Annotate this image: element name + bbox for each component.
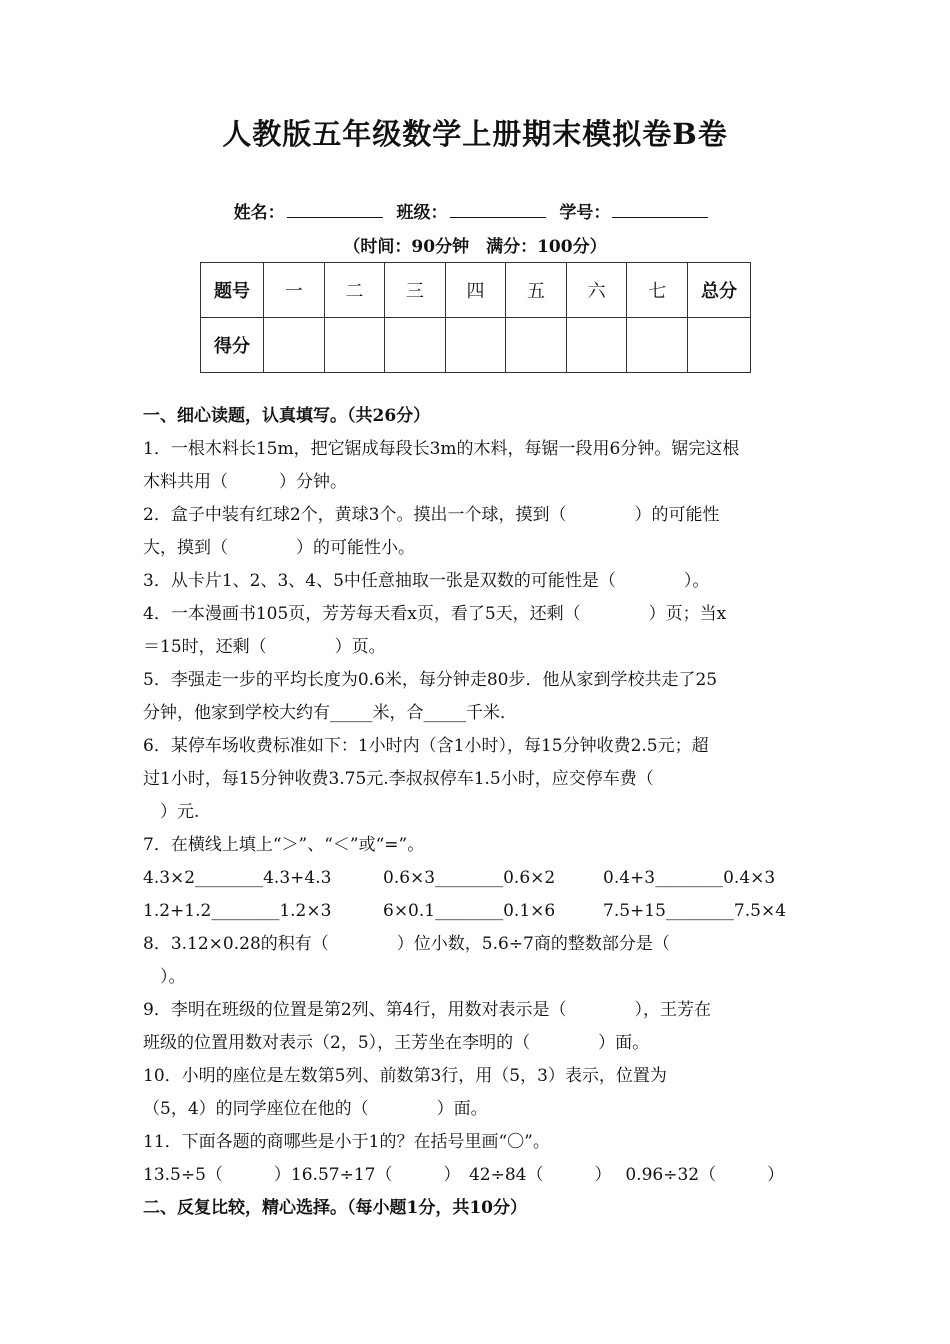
question-line: 1．一根木料长15m，把它锯成每段长3m的木料，每锯一段用6分钟。锯完这根 bbox=[143, 439, 740, 459]
question-line: 过1小时，每15分钟收费3.75元.李叔叔停车1.5小时，应交停车费（ bbox=[143, 769, 654, 789]
score-cell[interactable] bbox=[264, 318, 325, 373]
question-line: （5，4）的同学座位在他的（ ）面。 bbox=[143, 1099, 488, 1119]
id-label: 学号： bbox=[559, 203, 611, 223]
score-cell[interactable] bbox=[688, 318, 751, 373]
id-blank[interactable] bbox=[612, 203, 708, 218]
score-header-cell: 一 bbox=[264, 263, 325, 318]
score-cell[interactable] bbox=[566, 318, 627, 373]
score-cell[interactable] bbox=[627, 318, 688, 373]
section1-heading: 一、细心读题，认真填写。（共26分） bbox=[143, 406, 431, 426]
score-cell[interactable] bbox=[445, 318, 506, 373]
comparison-item: 6×0.1________0.1×6 bbox=[383, 901, 556, 921]
question-line: 9．李明在班级的位置是第2列、第4行，用数对表示是（ ），王芳在 bbox=[143, 1000, 711, 1020]
section2-heading: 二、反复比较，精心选择。（每小题1分，共10分） bbox=[143, 1198, 527, 1218]
question-line: 5．李强走一步的平均长度为0.6米，每分钟走80步．他从家到学校共走了25 bbox=[143, 670, 718, 690]
comparison-row bbox=[143, 862, 813, 895]
comparison-item: 4.3×2________4.3+4.3 bbox=[143, 868, 332, 888]
score-row-label: 得分 bbox=[201, 318, 264, 373]
question-line: ＝15时，还剩（ ）页。 bbox=[143, 637, 386, 657]
question-line: 2．盒子中装有红球2个，黄球3个。摸出一个球，摸到（ ）的可能性 bbox=[143, 505, 720, 525]
question-line: ）。 bbox=[143, 967, 186, 987]
score-table bbox=[200, 262, 751, 373]
time-score-line: （时间：90分钟 满分：100分） bbox=[343, 237, 607, 257]
score-header-cell: 五 bbox=[506, 263, 567, 318]
score-table-header-row bbox=[201, 263, 751, 318]
student-info bbox=[0, 198, 950, 223]
comparison-item: 0.4+3________0.4×3 bbox=[603, 868, 776, 888]
name-blank[interactable] bbox=[287, 203, 383, 218]
question-line: 11．下面各题的商哪些是小于1的？在括号里画“〇”。 bbox=[143, 1132, 550, 1152]
score-header-cell: 四 bbox=[445, 263, 506, 318]
question-line: 分钟，他家到学校大约有_____米，合_____千米． bbox=[143, 703, 517, 723]
question-line: 大，摸到（ ）的可能性小。 bbox=[143, 538, 415, 558]
score-cell[interactable] bbox=[506, 318, 567, 373]
exam-content bbox=[143, 400, 813, 1225]
comparison-item: 7.5+15________7.5×4 bbox=[603, 901, 787, 921]
question-line: 10．小明的座位是左数第5列、前数第3行，用（5，3）表示，位置为 bbox=[143, 1066, 667, 1086]
question-line: 班级的位置用数对表示（2，5），王芳坐在李明的（ ）面。 bbox=[143, 1033, 650, 1053]
question-line: 8．3.12×0.28的积有（ ）位小数，5.6÷7商的整数部分是（ bbox=[143, 934, 670, 954]
score-header-cell: 七 bbox=[627, 263, 688, 318]
question-line: 6．某停车场收费标准如下：1小时内（含1小时），每15分钟收费2.5元；超 bbox=[143, 736, 709, 756]
name-label: 姓名： bbox=[233, 203, 285, 223]
score-header-cell: 三 bbox=[385, 263, 446, 318]
score-cell[interactable] bbox=[324, 318, 385, 373]
class-label: 班级： bbox=[396, 203, 448, 223]
comparison-row bbox=[143, 895, 813, 928]
score-header-cell: 二 bbox=[324, 263, 385, 318]
score-table-score-row bbox=[201, 318, 751, 373]
question-line: ）元. bbox=[143, 802, 200, 822]
exam-title: 人教版五年级数学上册期末模拟卷B卷 bbox=[222, 117, 728, 151]
comparison-item: 0.6×3________0.6×2 bbox=[383, 868, 556, 888]
question-line: 4．一本漫画书105页，芳芳每天看x页，看了5天，还剩（ ）页；当x bbox=[143, 604, 727, 624]
question-line: 木料共用（ ）分钟。 bbox=[143, 472, 347, 492]
comparison-item: 1.2+1.2________1.2×3 bbox=[143, 901, 332, 921]
question-line: 3．从卡片1、2、3、4、5中任意抽取一张是双数的可能性是（ ）。 bbox=[143, 571, 710, 591]
class-blank[interactable] bbox=[450, 203, 546, 218]
question-line: 13.5÷5（ ）16.57÷17（ ） 42÷84（ ） 0.96÷32（ ） bbox=[143, 1165, 785, 1185]
score-header-cell: 题号 bbox=[201, 263, 264, 318]
score-header-cell: 六 bbox=[566, 263, 627, 318]
score-header-cell: 总分 bbox=[688, 263, 751, 318]
score-cell[interactable] bbox=[385, 318, 446, 373]
question-line: 7．在横线上填上“＞”、“＜”或“=”。 bbox=[143, 835, 425, 855]
